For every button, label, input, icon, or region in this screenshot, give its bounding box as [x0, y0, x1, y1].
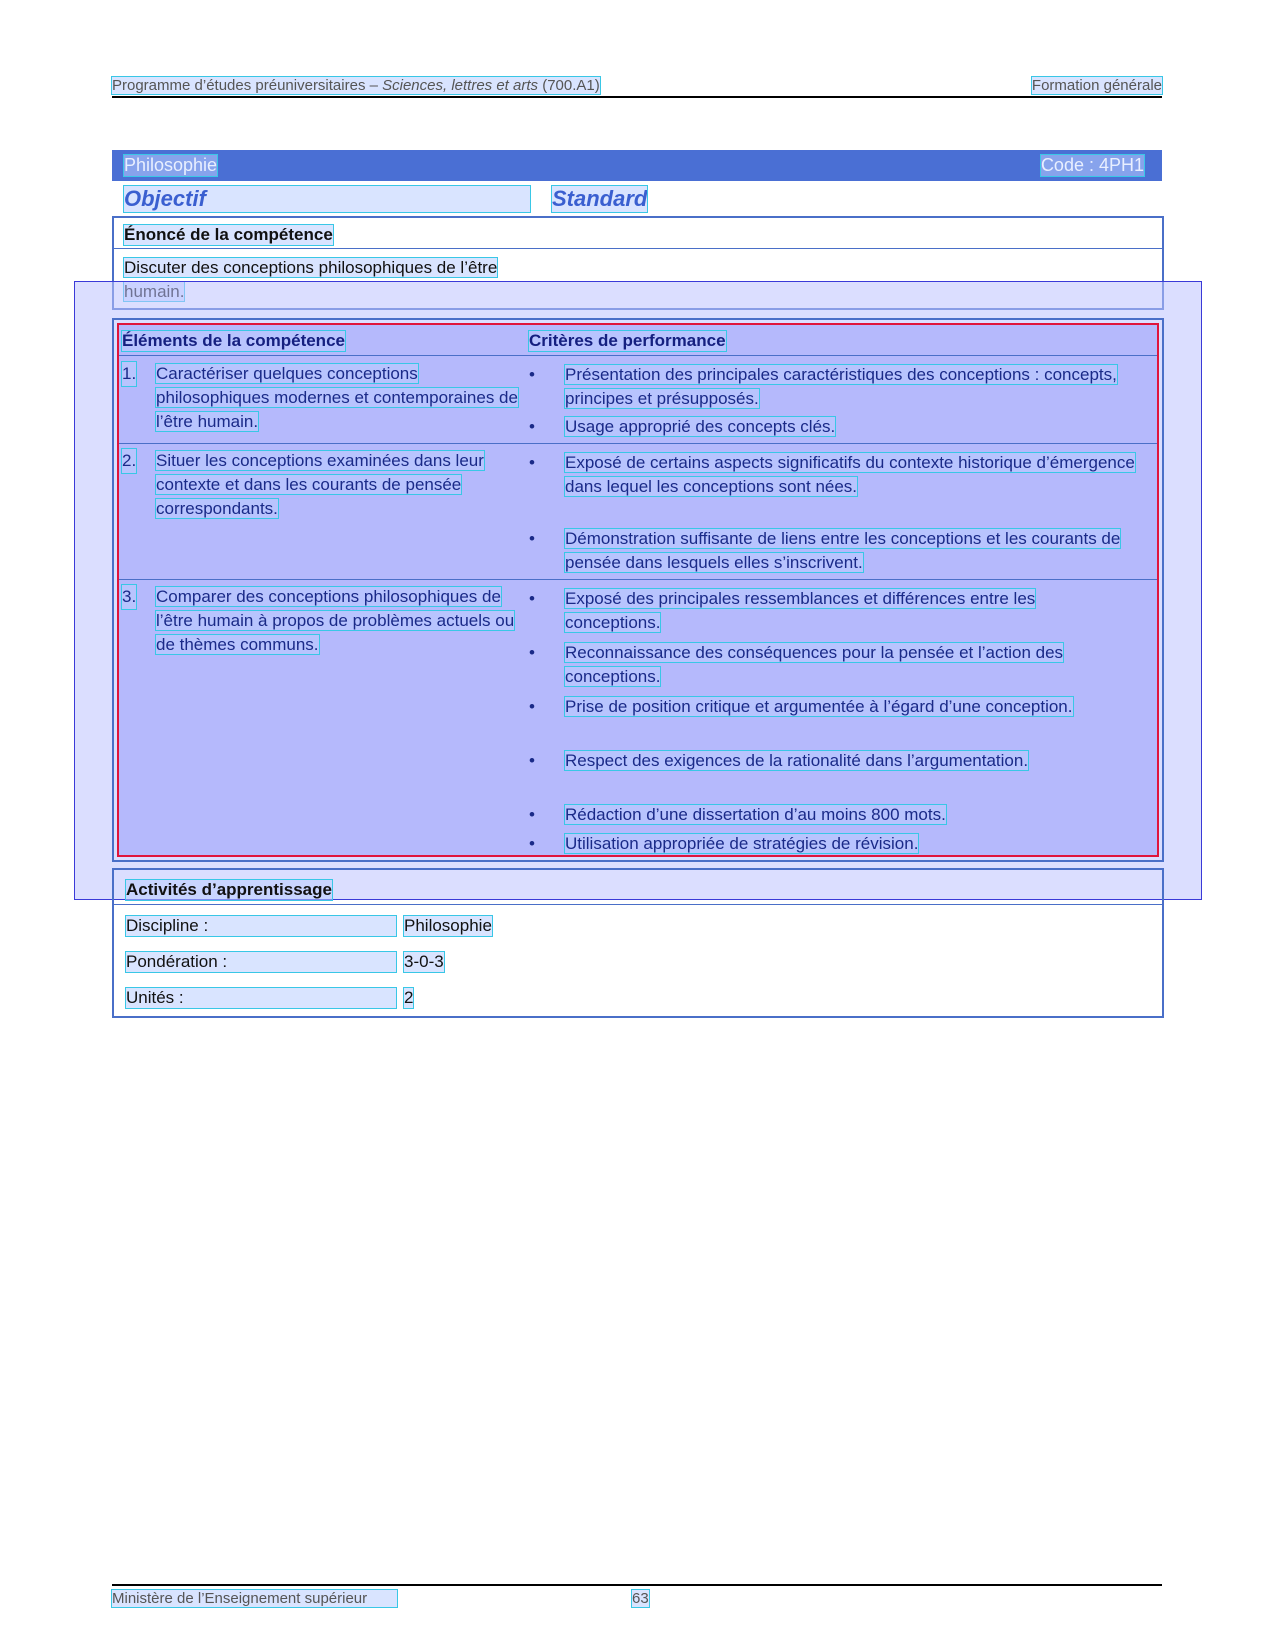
- criteria-column-header: Critères de performance: [529, 331, 726, 350]
- element-number: 2.: [122, 449, 136, 473]
- learning-activities-heading: Activités d’apprentissage: [126, 880, 332, 899]
- element-number: 3.: [122, 585, 136, 609]
- course-discipline: Philosophie: [124, 155, 218, 175]
- standard-heading: Standard: [552, 186, 648, 211]
- page-number: 63: [632, 1590, 649, 1607]
- bullet-icon: •: [529, 643, 535, 662]
- row-separator: [119, 579, 1157, 580]
- bullet-icon: •: [529, 805, 535, 824]
- competence-statement-text: Discuter des conceptions philosophiques de l’être: [124, 256, 524, 304]
- bullet-icon: •: [529, 417, 535, 436]
- running-header-left: Programme d’études préuniversitaires – Sciences, lettres et arts (700.A1): [112, 77, 600, 94]
- competence-table: [112, 318, 1164, 862]
- footer-ministry: Ministère de l’Enseignement supérieur: [112, 1590, 397, 1607]
- units-value: 2: [404, 988, 414, 1007]
- units-label: Unités :: [126, 988, 396, 1008]
- weighting-label: Pondération :: [126, 952, 396, 972]
- bullet-icon: •: [529, 751, 535, 770]
- competence-table-inner: Éléments de la compétence Critères de performance 1. Caractériser quelques conceptions philosophiques modernes et contemporaines de l’être humain. • Présentation des principales caractéristiques des conceptions : concepts, principes et présupposés. • Usage approprié des concepts clés. 2. Situer les conceptions examinées dans leur contexte et dans les courants de pensée correspondants. • Exposé de certains aspects significatifs du contexte historique d’émergence dans lequel les conceptions sont nées. • Démonstration suffisante de liens entre les conceptions et les courants de pensée dans lesquels elles s’inscrivent. 3. Comparer des conceptions philosophiques de l’être humain à propos de problèmes actuels ou de thèmes communs. • Exposé des principales ressemblances et différences entre les conceptions. • Reconnaissance des conséquences pour la pensée et l’action des conceptions. • Prise de position critique et argumentée à l’égard d’une conception. • Respect des exigences de la rationalité dans l’argumentation. • Rédaction d’une dissertation d’au moins 800 mots. • Utilisation appropriée de stratégies de révision.: [117, 323, 1159, 857]
- row-separator: [119, 443, 1157, 444]
- bullet-icon: •: [529, 589, 535, 608]
- learning-activities-header: [114, 870, 1162, 905]
- running-header: [112, 74, 1162, 98]
- element-text: Caractériser quelques conceptions philosophiques modernes et contemporaines de l’être humain.: [156, 364, 518, 431]
- element-text: Comparer des conceptions philosophiques de l’être humain à propos de problèmes actuels ou de thèmes communs.: [156, 587, 515, 654]
- course-title-bar: [112, 150, 1162, 181]
- page-footer: [112, 1584, 1162, 1607]
- elements-column-header: Éléments de la compétence: [122, 331, 345, 350]
- header-separator: [119, 355, 1157, 356]
- discipline-value: Philosophie: [404, 916, 492, 935]
- competence-statement-header: [114, 218, 1162, 249]
- bullet-icon: •: [529, 697, 535, 716]
- bullet-icon: •: [529, 529, 535, 548]
- weighting-value: 3-0-3: [404, 952, 444, 971]
- bullet-icon: •: [529, 365, 535, 384]
- discipline-label: Discipline :: [126, 916, 396, 936]
- competence-statement-heading: Énoncé de la compétence: [124, 225, 333, 244]
- element-number: 1.: [122, 362, 136, 386]
- bullet-icon: •: [529, 834, 535, 853]
- objectif-heading: Objectif: [124, 186, 530, 212]
- element-text: Situer les conceptions examinées dans leur contexte et dans les courants de pensée correspondants.: [156, 451, 484, 518]
- bullet-icon: •: [529, 453, 535, 472]
- running-header-right: Formation générale: [1031, 77, 1162, 94]
- course-code: Code : 4PH1: [1040, 155, 1144, 175]
- learning-activities-box: [112, 868, 1164, 1018]
